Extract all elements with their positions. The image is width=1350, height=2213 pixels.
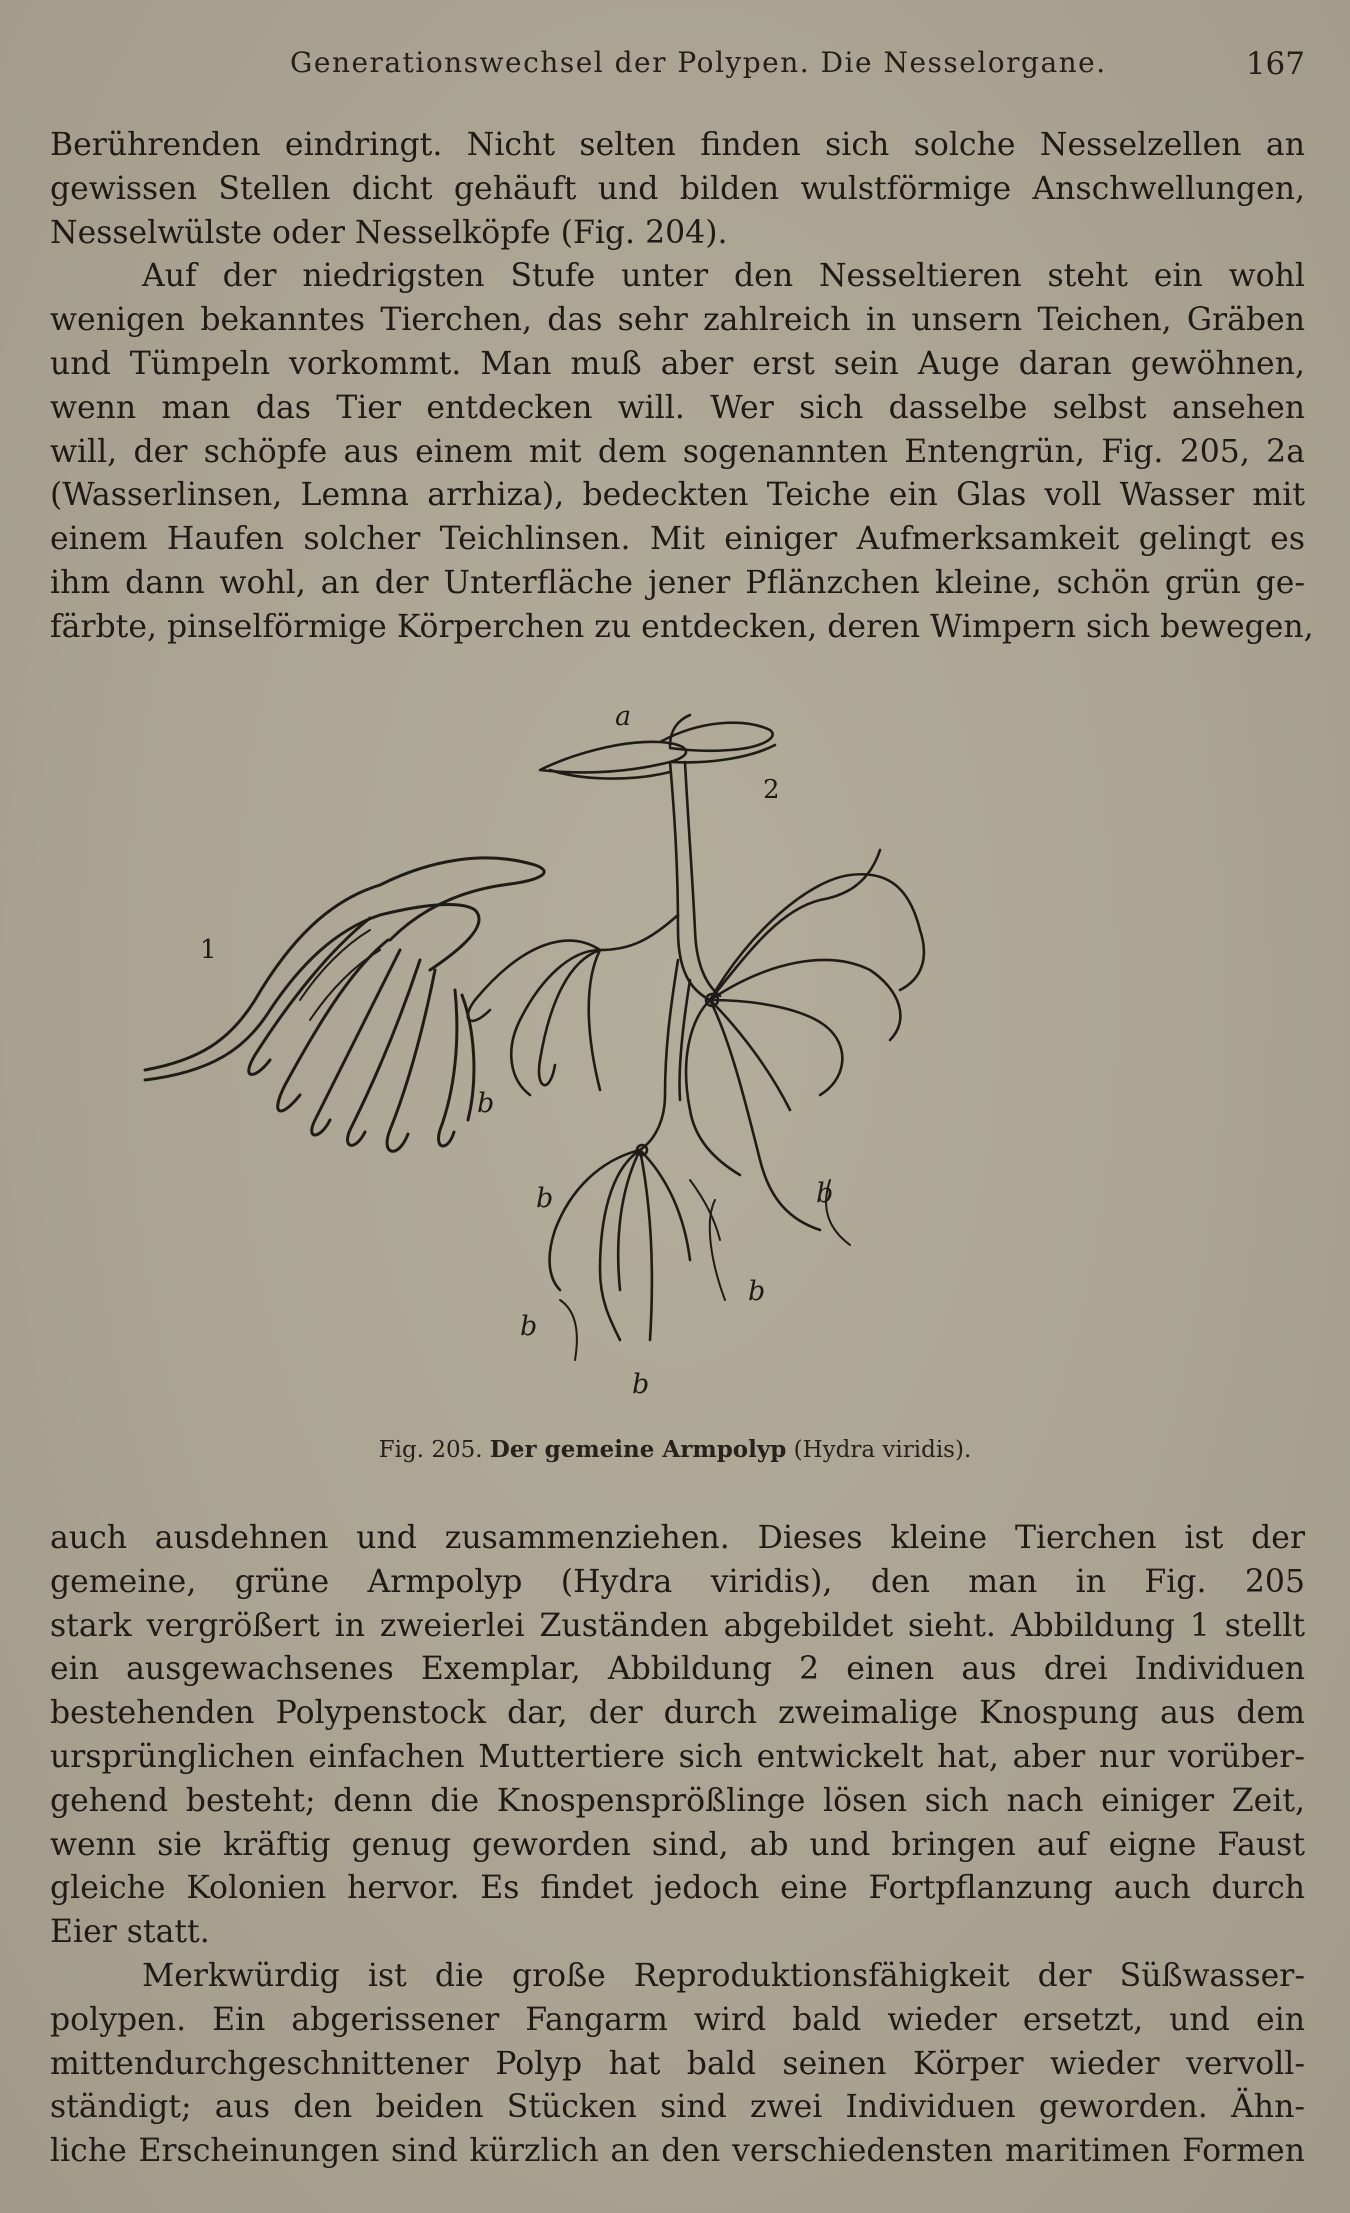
label-b-5: b <box>520 1311 538 1342</box>
text-line: auch ausdehnen und zusammenziehen. Dieses kleine Tierchen ist der <box>50 1520 1305 1556</box>
text-line: wenigen bekanntes Tierchen, das sehr zahlreich in unsern Teichen, Gräben <box>50 302 1305 339</box>
text-line: Berührenden eindringt. Nicht selten finden sich solche Nesselzellen an <box>50 127 1305 163</box>
text-line: stark vergrößert in zweierlei Zuständen abgebildet sieht. Abbildung 1 stellt <box>50 1607 1305 1644</box>
caption-title: Der gemeine Armpolyp <box>489 1436 787 1463</box>
figure-caption <box>0 1436 1350 1463</box>
label-b-6: b <box>632 1369 650 1400</box>
text-line: polypen. Ein abgerissener Fangarm wird bald wieder ersetzt, und ein <box>50 2001 1305 2038</box>
text-line: mittendurchgeschnittener Polyp hat bald seinen Körper wieder vervoll- <box>50 2045 1305 2082</box>
caption-latin: (Hydra viridis). <box>793 1437 972 1463</box>
paragraph-block-top <box>50 124 1314 650</box>
text-line: gemeine, grüne Armpolyp (Hydra viridis), den man in Fig. 205 <box>50 1563 1305 1600</box>
text-line: liche Erscheinungen sind kürzlich an den verschiedensten maritimen Formen <box>50 2133 1305 2170</box>
text-line: ein ausgewachsenes Exemplar, Abbildung 2 einen aus drei Individuen <box>50 1651 1305 1688</box>
text-line: bestehenden Polypenstock dar, der durch zweimalige Knospung aus dem <box>50 1695 1305 1732</box>
text-line: färbte, pinselförmige Körperchen zu entdecken, deren Wimpern sich bewegen, <box>50 608 1314 645</box>
caption-prefix: Fig. 205. <box>378 1437 483 1463</box>
text-line: ihm dann wohl, an der Unterfläche jener Pflänzchen kleine, schön grün ge- <box>50 564 1305 601</box>
label-fig-1: 1 <box>200 935 217 965</box>
text-line: Auf der niedrigsten Stufe unter den Nesseltieren steht ein wohl <box>142 258 1305 295</box>
text-line: (Wasserlinsen, Lemna arrhiza), bedeckten Teiche ein Glas voll Wasser mit <box>50 477 1305 514</box>
hydra-illustration <box>130 700 1230 1420</box>
text-line: Merkwürdig ist die große Reproduktionsfähigkeit der Süßwasser- <box>142 1957 1305 1994</box>
text-line: Eier statt. <box>50 1914 210 1951</box>
text-line: gewissen Stellen dicht gehäuft und bilden wulstförmige Anschwellungen, <box>50 170 1305 207</box>
paragraph-block-bottom <box>50 1517 1305 2174</box>
label-b-2: b <box>536 1183 554 1214</box>
label-fig-2: 2 <box>763 775 780 805</box>
label-a: a <box>615 701 632 732</box>
text-line: gehend besteht; denn die Knospensprößlinge lösen sich nach einiger Zeit, <box>50 1782 1305 1819</box>
text-line: wenn man das Tier entdecken will. Wer sich dasselbe selbst ansehen <box>50 389 1305 426</box>
label-b-1: b <box>477 1088 495 1119</box>
text-line: einem Haufen solcher Teichlinsen. Mit einiger Aufmerksamkeit gelingt es <box>50 521 1305 558</box>
label-b-3: b <box>816 1178 834 1209</box>
text-line: gleiche Kolonien hervor. Es findet jedoch eine Fortpflanzung auch durch <box>50 1870 1305 1907</box>
text-line: wenn sie kräftig genug geworden sind, ab und bringen auf eigne Faust <box>50 1826 1305 1863</box>
text-line: und Tümpeln vorkommt. Man muß aber erst sein Auge daran gewöhnen, <box>50 345 1305 382</box>
polyp-colony-2-drawing <box>468 715 924 1360</box>
text-line: Nesselwülste oder Nesselköpfe (Fig. 204). <box>50 214 728 251</box>
page-header <box>50 42 1305 86</box>
figure-205-hydra <box>130 700 1230 1420</box>
label-b-4: b <box>748 1276 766 1307</box>
page-number: 167 <box>1245 46 1305 82</box>
running-title: Generationswechsel der Polypen. Die Nesselorgane. <box>290 46 1107 79</box>
text-line: will, der schöpfe aus einem mit dem sogenannten Entengrün, Fig. 205, 2a <box>50 433 1305 470</box>
text-line: ständigt; aus den beiden Stücken sind zwei Individuen geworden. Ähn- <box>50 2089 1305 2126</box>
text-line: ursprünglichen einfachen Muttertiere sich entwickelt hat, aber nur vorüber- <box>50 1738 1305 1775</box>
